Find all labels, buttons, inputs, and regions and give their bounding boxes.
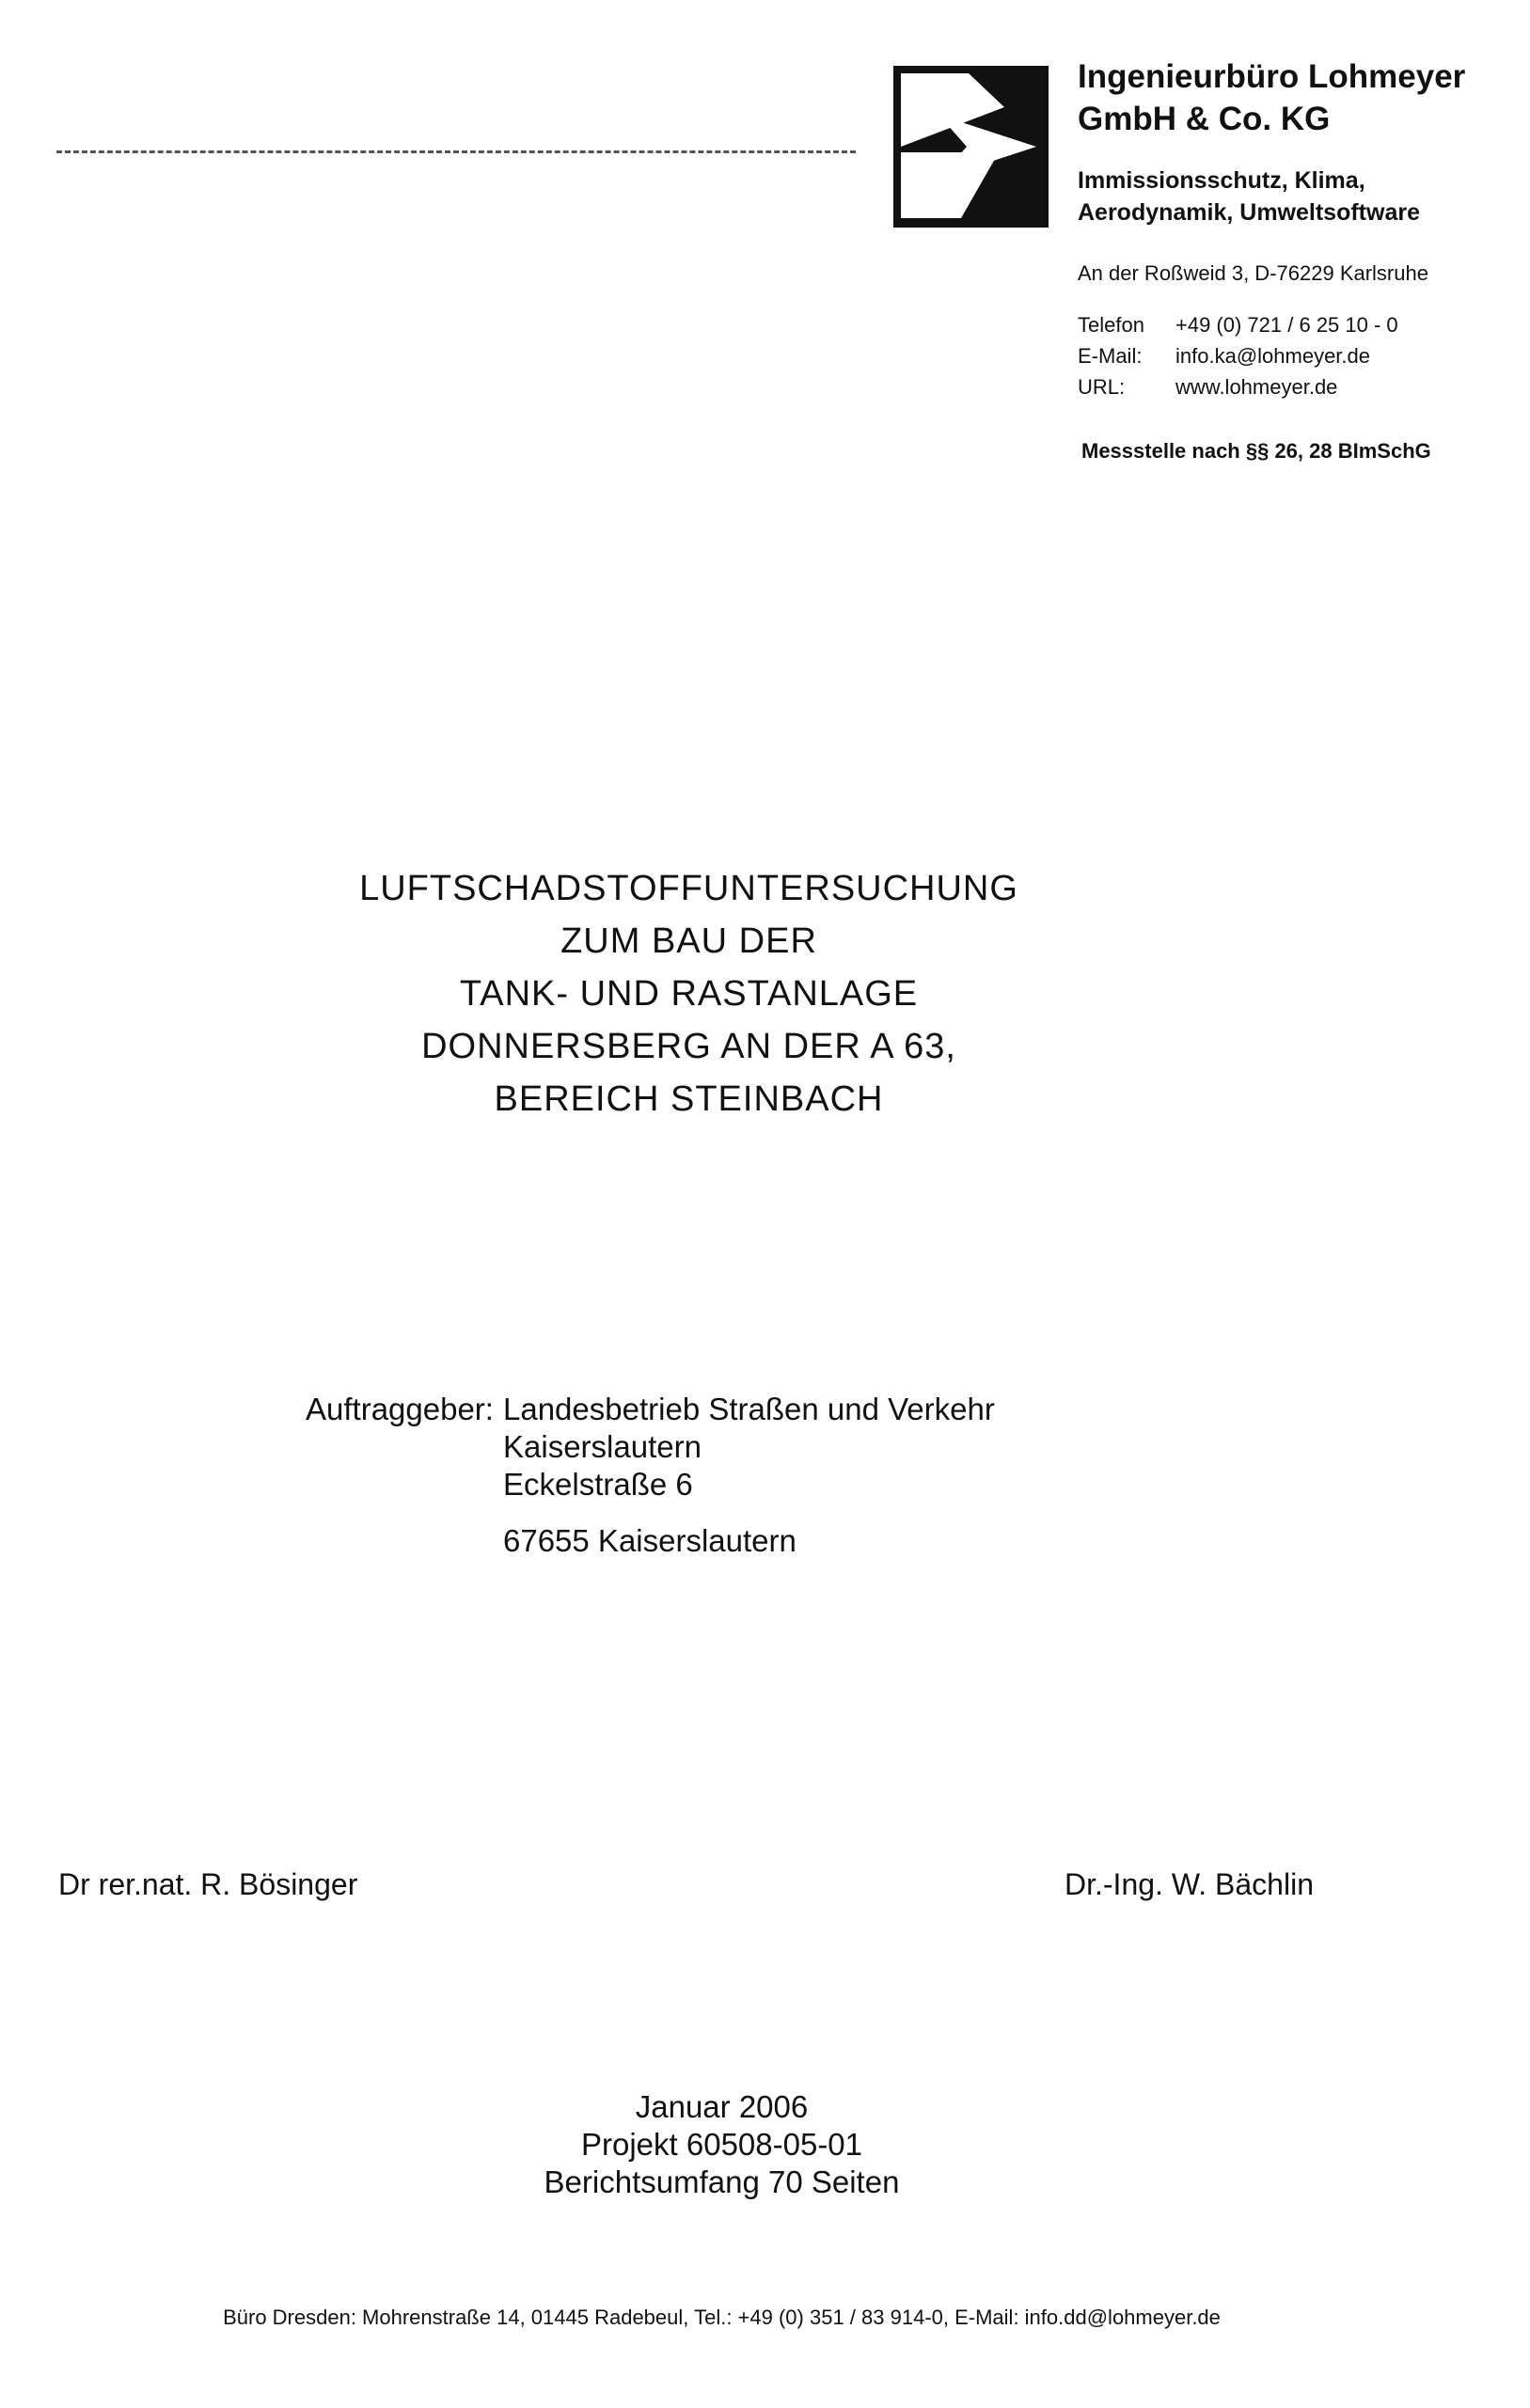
report-title-line-5: BEREICH STEINBACH	[494, 1079, 884, 1119]
company-legal-form: GmbH & Co. KG	[1078, 101, 1331, 137]
report-title-line-3: TANK- UND RASTANLAGE	[459, 974, 919, 1014]
client-line-2: Kaiserslautern	[503, 1429, 702, 1464]
signatory-right: Dr.-Ing. W. Bächlin	[1065, 1867, 1314, 1901]
report-extent: Berichtsumfang 70 Seiten	[544, 2164, 900, 2199]
client-line-4: 67655 Kaiserslautern	[503, 1523, 797, 1558]
project-number: Projekt 60508-05-01	[580, 2127, 863, 2162]
lohmeyer-logo-icon	[893, 66, 1049, 228]
client-label: Auftraggeber:	[306, 1392, 494, 1426]
client-line-3: Eckelstraße 6	[503, 1467, 693, 1502]
phone-label: Telefon	[1078, 313, 1144, 337]
footer-office: Büro Dresden: Mohrenstraße 14, 01445 Radebeul, Tel.: +49 (0) 351 / 83 914-0, E-Mail: info.dd@lohmeyer.de	[223, 2306, 1221, 2329]
signatory-left: Dr rer.nat. R. Bösinger	[58, 1867, 358, 1901]
report-title-line-2: ZUM BAU DER	[560, 921, 817, 961]
url-label: URL:	[1078, 375, 1126, 399]
phone-value: +49 (0) 721 / 6 25 10 - 0	[1175, 313, 1398, 337]
dashed-rule	[56, 150, 856, 153]
email-value: info.ka@lohmeyer.de	[1175, 344, 1371, 368]
email-label: E-Mail:	[1078, 344, 1143, 368]
company-address: An der Roßweid 3, D-76229 Karlsruhe	[1078, 261, 1428, 285]
report-title-line-4: DONNERSBERG AN DER A 63,	[421, 1027, 956, 1066]
company-tagline-2: Aerodynamik, Umweltsoftware	[1078, 199, 1420, 226]
client-line-1: Landesbetrieb Straßen und Verkehr	[503, 1392, 995, 1426]
url-value: www.lohmeyer.de	[1175, 375, 1338, 399]
report-title-line-1: LUFTSCHADSTOFFUNTERSUCHUNG	[359, 869, 1018, 908]
company-tagline-1: Immissionsschutz, Klima,	[1078, 167, 1365, 194]
company-name: Ingenieurbüro Lohmeyer	[1078, 58, 1466, 95]
report-date: Januar 2006	[635, 2089, 809, 2124]
messstelle-note: Messstelle nach §§ 26, 28 BImSchG	[1081, 439, 1431, 463]
